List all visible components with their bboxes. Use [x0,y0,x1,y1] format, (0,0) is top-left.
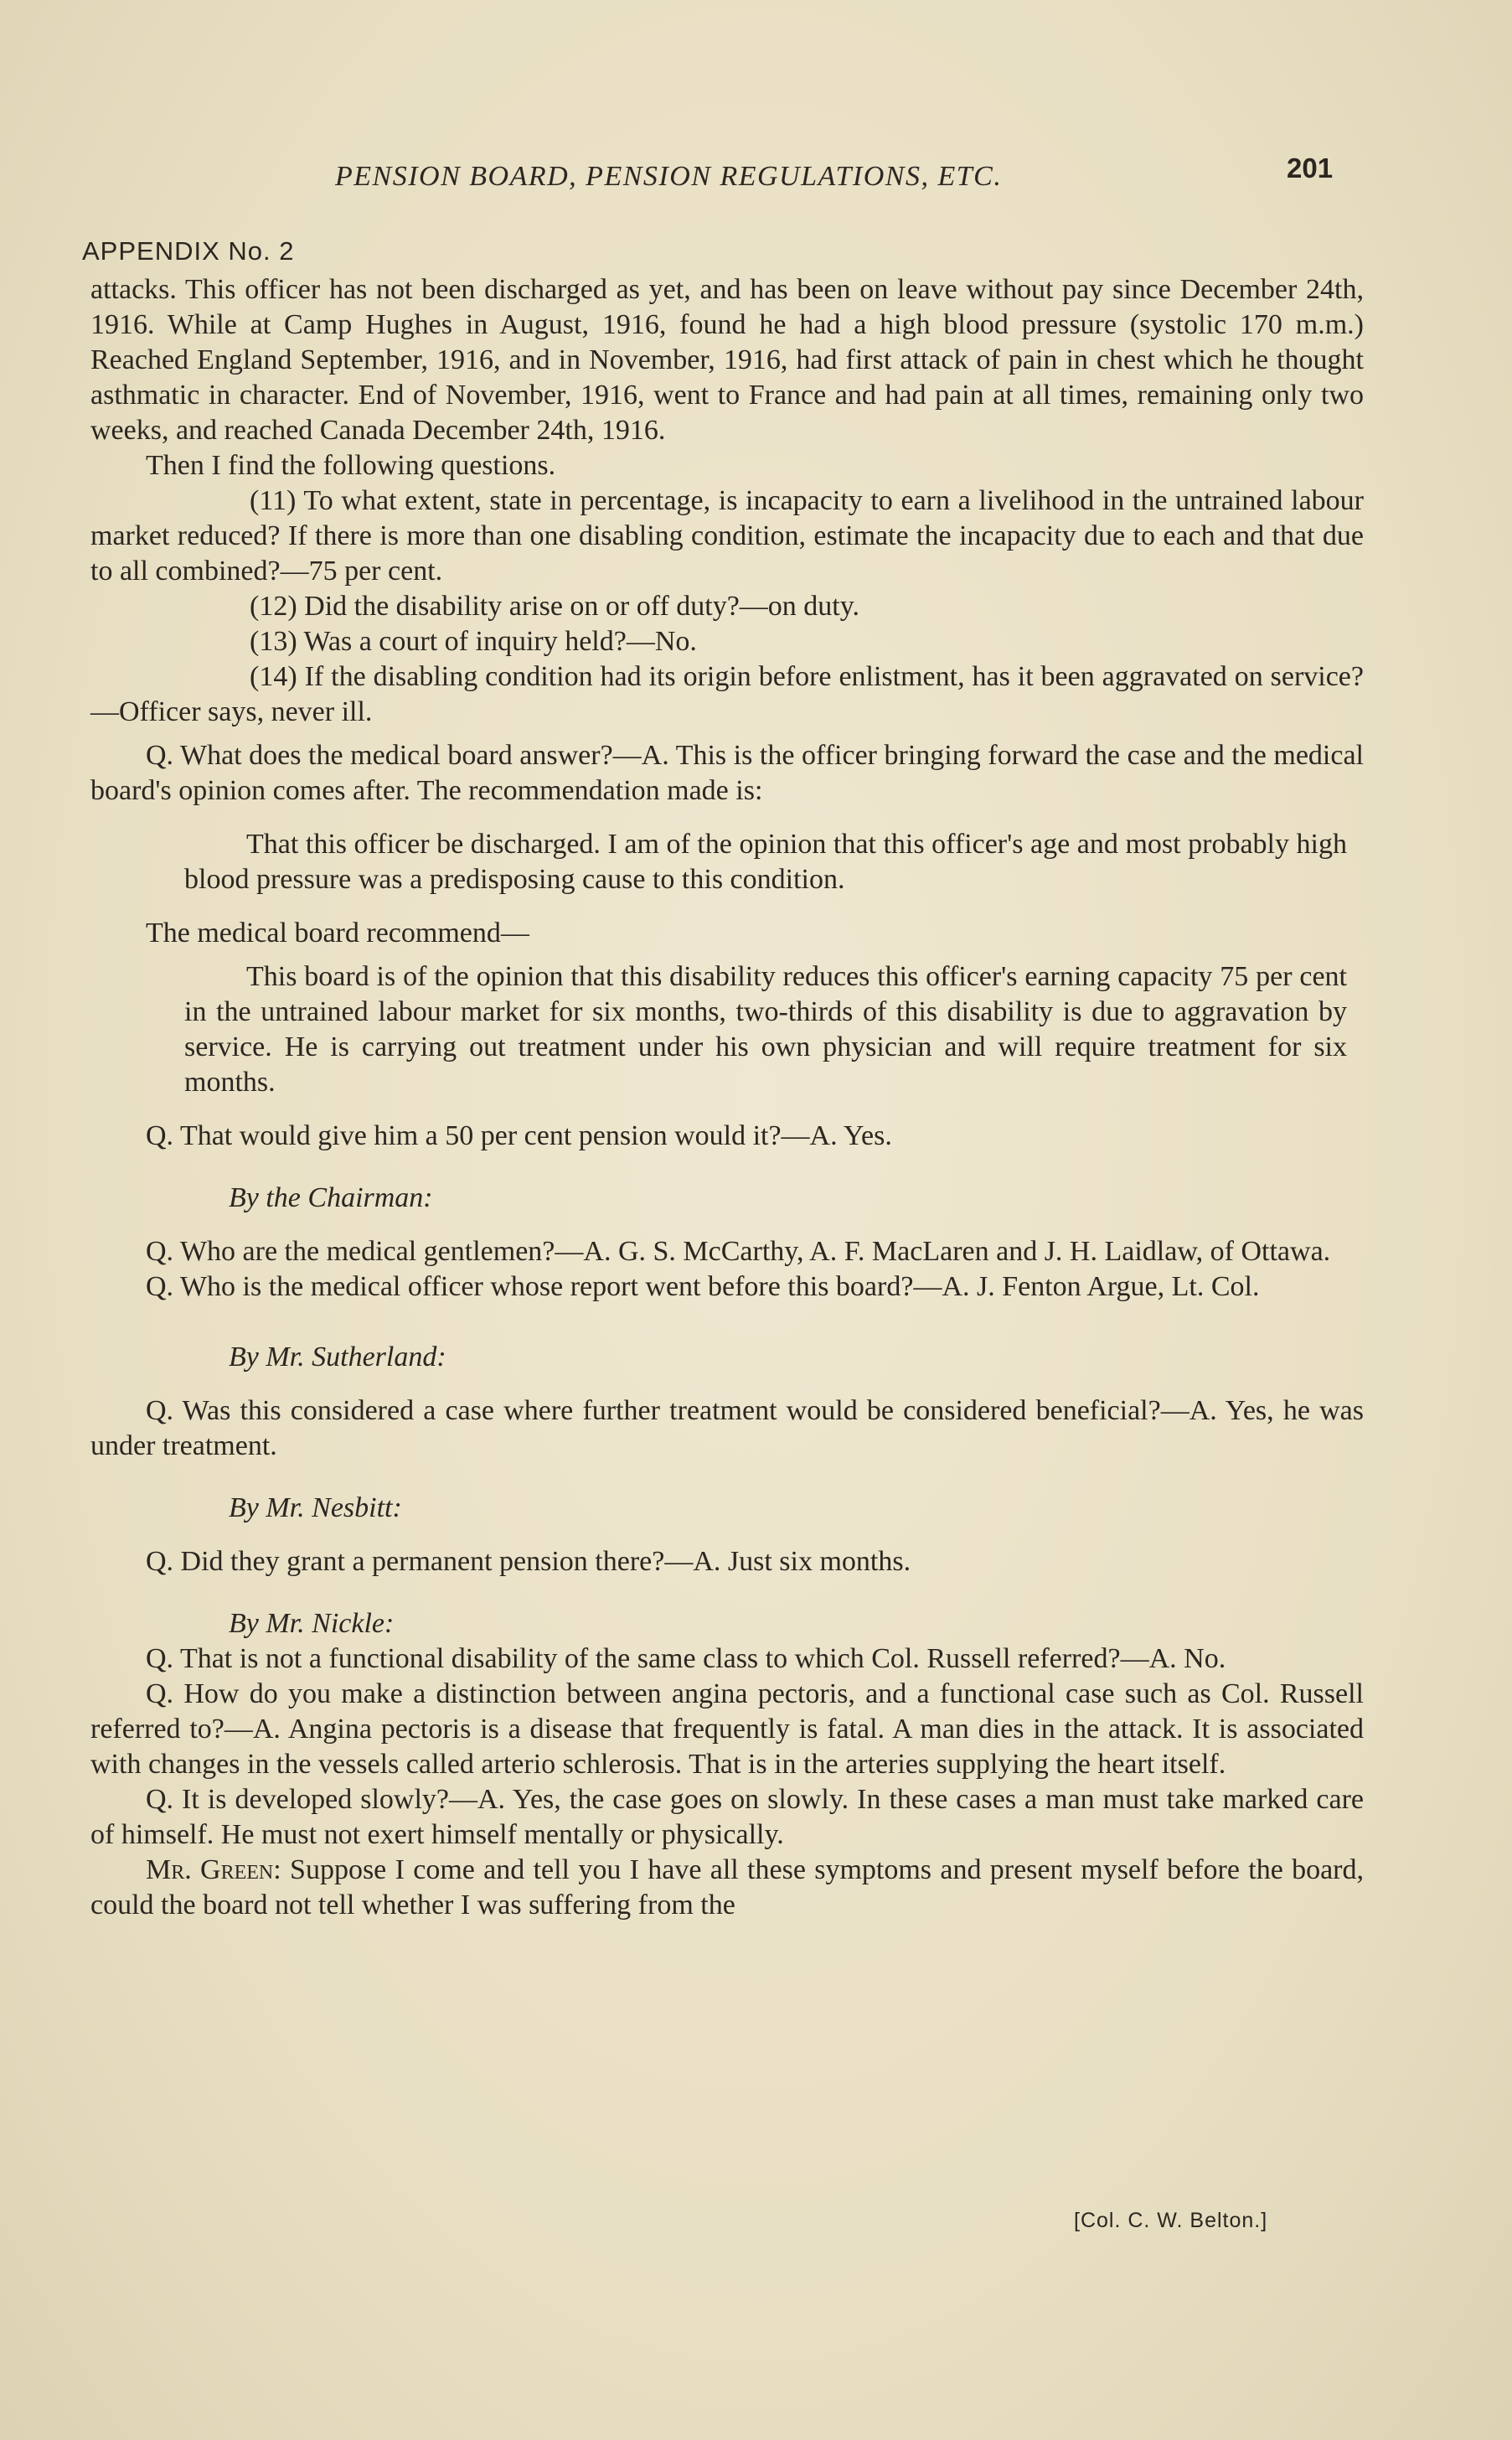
question-12: (12) Did the disability arise on or off duty?—on duty. [250,591,860,622]
speaker-nickle: By Mr. Nickle: [229,1608,395,1639]
witness-footer: [Col. C. W. Belton.] [1074,2209,1268,2232]
speaker-nesbitt: By Mr. Nesbitt: [229,1492,402,1523]
page-body [90,272,1364,1923]
board-recommend: The medical board recommend— [146,918,529,949]
question-14: (14) If the disabling condition had its origin before enlistment, has it been aggravated on service?—Officer says, never ill. [90,661,1364,727]
paragraph-questions-intro: Then I find the following questions. [146,450,556,481]
quote-discharge: That this officer be discharged. I am of the opinion that this officer's age and most probably high blood pressure was a predisposing cause to this condition. [184,829,1347,895]
page-number: 201 [1287,152,1334,184]
green-statement-text: : Suppose I come and tell you I have all these symptoms and present myself before the board, could the board not tell whether I was suffering from the [90,1854,1365,1920]
question-13: (13) Was a court of inquiry held?—No. [250,626,697,657]
qa-angina-distinction: Q. How do you make a distinction between angina pectoris, and a functional case such as Col. Russell referred to?—A. Angina pectoris is a disease that frequently is fatal. A man dies in the attack. It is associated with changes in the vessels called arterio schlerosis. That is in the arteries supplying the heart itself. [90,1678,1364,1780]
paragraph-attacks: attacks. This officer has not been discharged as yet, and has been on leave without pay since December 24th, 1916. While at Camp Hughes in August, 1916, found he had a high blood pressure (systolic 170 m.m.) Reached England September, 1916, and in November, 1916, had first attack of pain in chest which he thought asthmatic in character. End of November, 1916, went to France and had pain at all times, remaining only two weeks, and reached Canada December 24th, 1916. [90,274,1364,446]
speaker-sutherland: By Mr. Sutherland: [229,1341,446,1372]
speaker-chairman: By the Chairman: [229,1182,433,1213]
quote-recommendation: This board is of the opinion that this disability reduces this officer's earning capacity 75 per cent in the untrained labour market for six months, two-thirds of this disability is due to aggravation by service. He is carrying out treatment under his own physician and will require treatment for six months. [184,961,1347,1098]
qa-medical-gentlemen: Q. Who are the medical gentlemen?—A. G. S. McCarthy, A. F. MacLaren and J. H. Laidlaw, of Ottawa. [146,1236,1331,1267]
appendix-label: APPENDIX No. 2 [82,236,295,266]
qa-permanent-pension: Q. Did they grant a permanent pension there?—A. Just six months. [146,1546,911,1577]
running-header: PENSION BOARD, PENSION REGULATIONS, ETC. [335,161,1003,192]
question-11: (11) To what extent, state in percentage, is incapacity to earn a livelihood in the untrained labour market reduced? If there is more than one disabling condition, estimate the incapacity due to each and that due to all combined?—75 per cent. [90,485,1364,587]
statement-mr-green [90,1853,1364,1923]
qa-functional-disability: Q. That is not a functional disability of the same class to which Col. Russell referred?—A. No. [146,1643,1226,1674]
qa-pension-percent: Q. That would give him a 50 per cent pension would it?—A. Yes. [146,1120,892,1151]
qa-medical-officer: Q. Who is the medical officer whose report went before this board?—A. J. Fenton Argue, Lt. Col. [146,1271,1260,1302]
qa-further-treatment: Q. Was this considered a case where further treatment would be considered beneficial?—A. Yes, he was under treatment. [90,1395,1364,1461]
speaker-name-green: Mr. Green [146,1854,274,1885]
qa-medical-board-answer: Q. What does the medical board answer?—A. This is the officer bringing forward the case and the medical board's opinion comes after. The recommendation made is: [90,740,1364,806]
qa-developed-slowly: Q. It is developed slowly?—A. Yes, the case goes on slowly. In these cases a man must take marked care of himself. He must not exert himself mentally or physically. [90,1784,1364,1850]
